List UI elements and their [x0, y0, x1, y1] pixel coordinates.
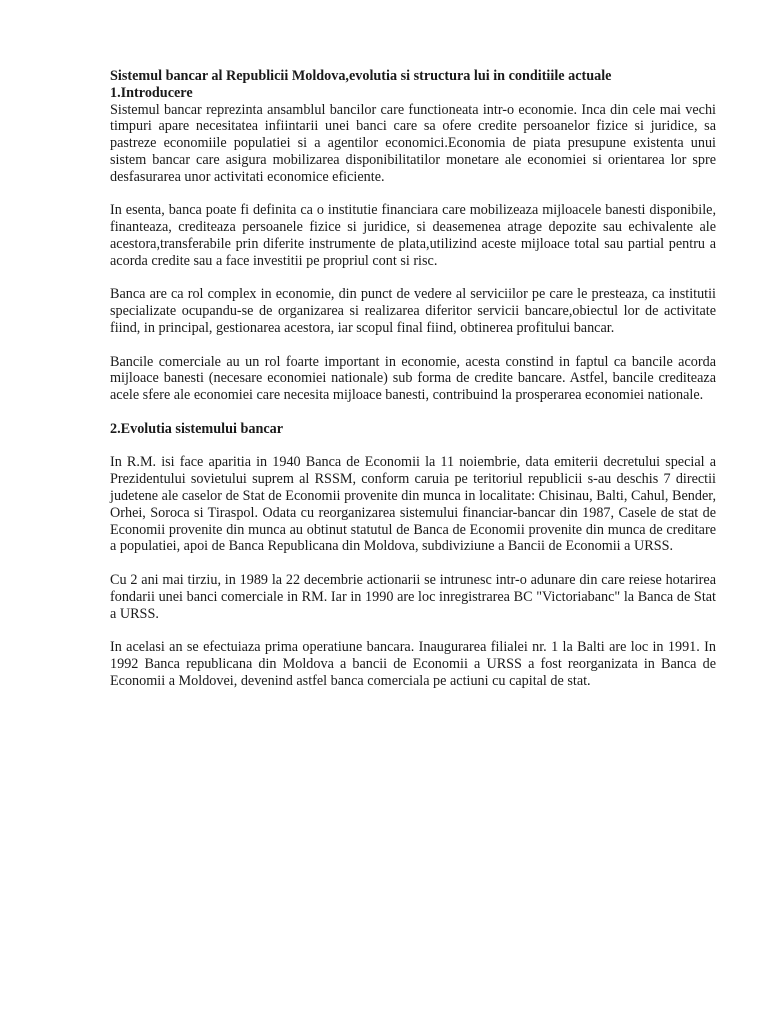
paragraph: In R.M. isi face aparitia in 1940 Banca de Economii la 11 noiembrie, data emiterii decretului special a Prezidentului sovietului suprem al RSSM, conform caruia pe teritoriul republicii s-au deschis 7 directii judetene ale caselor de Stat de Economii provenite din munca in localitate: Chisinau, Balti, Cahul, Bender, Orhei, Soroca si Tiraspol. Odata cu reorganizarea sistemului financiar-bancar din 1987, Casele de stat de Economii provenite din munca au obtinut statutul de Banca de Economii provenite din munca de creditare a populatiei, apoi de Banca Republicana din Moldova, subdiviziune a Bancii de Economii a URSS. — [110, 454, 716, 555]
paragraph: Banca are ca rol complex in economie, din punct de vedere al serviciilor pe care le presteaza, ca institutii specializate ocupandu-se de organizarea si realizarea diferitor servicii bancare,obiectul lor de activitate fiind, in principal, gestionarea acestora, iar scopul final fiind, obtinerea profitului bancar. — [110, 286, 716, 336]
paragraph: In acelasi an se efectuiaza prima operatiune bancara. Inaugurarea filialei nr. 1 la Balti are loc in 1991. In 1992 Banca republicana din Moldova a bancii de Economii a URSS a fost reorganizata in Banca de Economii a Moldovei, devenind astfel banca comerciala pe actiuni cu capital de stat. — [110, 639, 716, 689]
paragraph: Sistemul bancar reprezinta ansamblul bancilor care functioneata intr-o economie. Inca din cele mai vechi timpuri apare necesitatea infiintarii unei banci care sa ofere credite persoanelor fizice si juridice, sa pastreze economiile populatiei si a agentilor economici.Economia de piata presupune existenta unui sistem bancar care asigura mobilizarea disponibilitatilor monetare ale economiei si orientarea lor spre desfasurarea unor activitati economice eficiente. — [110, 101, 716, 185]
section-heading-evolutia: 2.Evolutia sistemului bancar — [110, 420, 284, 437]
paragraph: Bancile comerciale au un rol foarte important in economie, acesta constind in faptul ca bancile acorda mijloace banesti (necesare economiei nationale) sub forma de credite bancare. Astfel, bancile crediteaza acele sfere ale economiei care necesita mijloace banesti, contribuind la prosperarea economiei nationale. — [110, 353, 716, 404]
paragraph: In esenta, banca poate fi definita ca o institutie financiara care mobilizeaza mijloacele banesti disponibile, finanteaza, crediteaza persoanele fizice si juridice, si deasemenea atrage depozite sau echivalente ale acestora,transferabile prin diferite instrumente de plata,utilizind aceste mijloace total sau partial pentru a acorda credite sau a face investitii pe propriul cont si risc. — [110, 202, 716, 269]
document-page — [110, 68, 716, 706]
document-title: Sistemul bancar al Republicii Moldova,evolutia si structura lui in conditiile actuale — [110, 68, 612, 84]
section-heading-introducere: 1.Introducere — [110, 84, 193, 101]
paragraph: Cu 2 ani mai tirziu, in 1989 la 22 decembrie actionarii se intrunesc intr-o adunare din care reiese hotarirea fondarii unei banci comerciale in RM. Iar in 1990 are loc inregistrarea BC "Victoriabanc" la Banca de Stat a URSS. — [110, 571, 716, 622]
